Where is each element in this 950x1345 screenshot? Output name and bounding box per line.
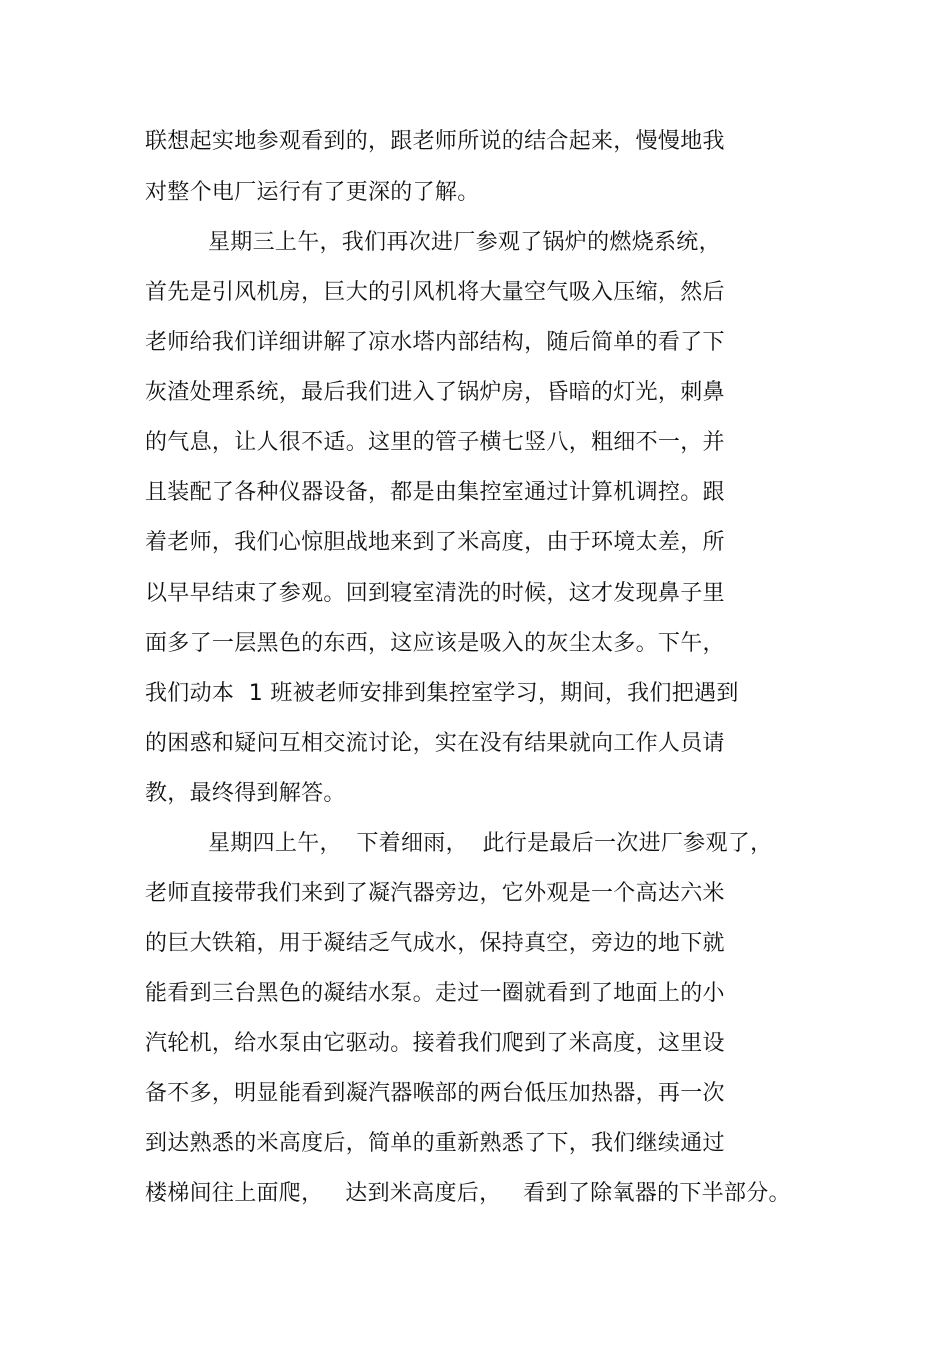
text-line: 老师给我们详细讲解了凉水塔内部结构，随后简单的看了下: [145, 330, 725, 355]
text-line: 对整个电厂运行有了更深的了解。: [145, 180, 480, 205]
text-line: 面多了一层黑色的东西，这应该是吸入的灰尘太多。下午，: [145, 631, 725, 656]
paragraph-first-line: 星期四上午， 下着细雨， 此行是最后一次进厂参观了，: [208, 831, 773, 856]
text-line: 的气息，让人很不适。这里的管子横七竖八，粗细不一，并: [145, 430, 725, 455]
text-line: 首先是引风机房，巨大的引风机将大量空气吸入压缩，然后: [145, 280, 725, 305]
text-line: 楼梯间往上面爬， 达到米高度后， 看到了除氧器的下半部分。: [145, 1181, 791, 1206]
text-line: 汽轮机，给水泵由它驱动。接着我们爬到了米高度，这里设: [145, 1031, 725, 1056]
text-line: 备不多，明显能看到凝汽器喉部的两台低压加热器，再一次: [145, 1081, 725, 1106]
text-line: 灰渣处理系统，最后我们进入了锅炉房，昏暗的灯光，刺鼻: [145, 380, 725, 405]
text-line: 的困惑和疑问互相交流讨论，实在没有结果就向工作人员请: [145, 731, 725, 756]
text-line: 教，最终得到解答。: [145, 781, 346, 806]
text-line: 能看到三台黑色的凝结水泵。走过一圈就看到了地面上的小: [145, 981, 725, 1006]
text-line: 以早早结束了参观。回到寝室清洗的时候，这才发现鼻子里: [145, 581, 725, 606]
text-line: 且装配了各种仪器设备，都是由集控室通过计算机调控。跟: [145, 480, 725, 505]
text-line: 到达熟悉的米高度后，简单的重新熟悉了下，我们继续通过: [145, 1131, 725, 1156]
text-line: 的巨大铁箱，用于凝结乏气成水，保持真空，旁边的地下就: [145, 931, 725, 956]
text-line: 老师直接带我们来到了凝汽器旁边，它外观是一个高达六米: [145, 881, 725, 906]
text-line: 联想起实地参观看到的，跟老师所说的结合起来，慢慢地我: [145, 129, 725, 154]
text-line: 着老师，我们心惊胆战地来到了米高度，由于环境太差，所: [145, 530, 725, 555]
paragraph-first-line: 星期三上午，我们再次进厂参观了锅炉的燃烧系统，: [208, 230, 721, 255]
text-line: 我们动本 1 班被老师安排到集控室学习，期间，我们把遇到: [145, 681, 739, 706]
